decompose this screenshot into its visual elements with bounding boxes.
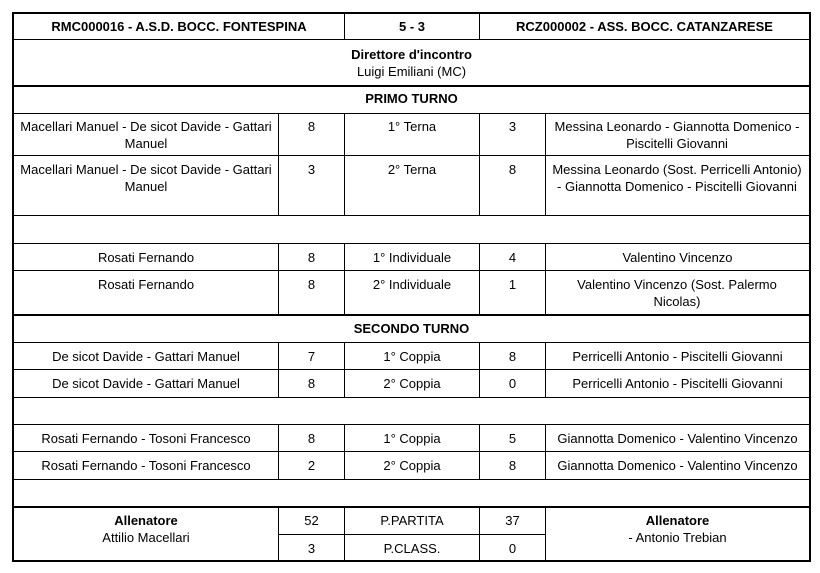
match-score: 5 - 3 — [398, 19, 425, 34]
row-away-players: Messina Leonardo (Sost. Perricelli Antonio) - Giannotta Domenico - Piscitelli Giovanni — [552, 162, 802, 194]
row-away-players: Valentino Vincenzo (Sost. Palermo Nicolas) — [577, 277, 777, 309]
row-home-players: De sicot Davide - Gattari Manuel — [52, 349, 240, 364]
match-report-table — [12, 12, 811, 561]
row-game-type: 2° Coppia — [383, 376, 441, 391]
class-label: P.CLASS. — [383, 541, 441, 556]
row-game-type: 2° Individuale — [372, 277, 452, 292]
row-home-score: 8 — [307, 431, 316, 446]
row-game-type: 1° Individuale — [372, 250, 452, 265]
away-team-name: RCZ000002 - ASS. BOCC. CATANZARESE — [516, 19, 773, 34]
home-coach-name: Attilio Macellari — [102, 530, 190, 545]
home-class-points: 3 — [307, 541, 316, 556]
row-home-score: 2 — [307, 458, 316, 473]
director-name: Luigi Emiliani (MC) — [356, 64, 467, 79]
director-label: Direttore d'incontro — [351, 47, 472, 62]
home-partita-points: 52 — [304, 513, 319, 528]
row-away-score: 3 — [508, 119, 517, 134]
row-home-players: Macellari Manuel - De sicot Davide - Gattari Manuel — [20, 162, 272, 194]
home-coach-label: Allenatore — [114, 513, 178, 528]
row-game-type: 2° Coppia — [383, 458, 441, 473]
row-home-score: 8 — [307, 119, 316, 134]
row-away-score: 1 — [508, 277, 517, 292]
row-away-score: 4 — [508, 250, 517, 265]
row-away-players: Valentino Vincenzo — [622, 250, 733, 265]
away-coach-label: Allenatore — [645, 513, 710, 528]
away-coach-name: - Antonio Trebian — [628, 530, 727, 545]
row-away-players: Perricelli Antonio - Piscitelli Giovanni — [572, 376, 783, 391]
row-game-type: 1° Terna — [387, 119, 437, 134]
row-home-score: 7 — [307, 349, 316, 364]
primo-turno-title: PRIMO TURNO — [365, 91, 458, 106]
row-home-players: Rosati Fernando — [97, 277, 195, 292]
row-away-score: 8 — [508, 349, 517, 364]
row-away-players: Giannotta Domenico - Valentino Vincenzo — [557, 458, 798, 473]
row-home-players: Rosati Fernando - Tosoni Francesco — [41, 431, 251, 446]
row-away-players: Giannotta Domenico - Valentino Vincenzo — [557, 431, 798, 446]
away-class-points: 0 — [508, 541, 517, 556]
home-team-name: RMC000016 - A.S.D. BOCC. FONTESPINA — [51, 19, 307, 34]
secondo-turno-title: SECONDO TURNO — [353, 321, 470, 336]
row-home-players: De sicot Davide - Gattari Manuel — [52, 376, 240, 391]
row-away-players: Perricelli Antonio - Piscitelli Giovanni — [572, 349, 783, 364]
row-home-score: 8 — [307, 250, 316, 265]
row-home-players: Macellari Manuel - De sicot Davide - Gattari Manuel — [20, 119, 272, 151]
row-home-players: Rosati Fernando - Tosoni Francesco — [41, 458, 251, 473]
partita-label: P.PARTITA — [380, 513, 444, 528]
row-home-players: Rosati Fernando — [97, 250, 195, 265]
row-home-score: 8 — [307, 376, 316, 391]
row-home-score: 3 — [307, 162, 316, 177]
row-away-players: Messina Leonardo - Giannotta Domenico - Piscitelli Giovanni — [554, 119, 800, 151]
row-away-score: 5 — [508, 431, 517, 446]
row-home-score: 8 — [307, 277, 316, 292]
away-partita-points: 37 — [505, 513, 520, 528]
row-game-type: 1° Coppia — [383, 431, 441, 446]
row-away-score: 8 — [508, 162, 517, 177]
row-away-score: 8 — [508, 458, 517, 473]
row-game-type: 1° Coppia — [383, 349, 441, 364]
row-away-score: 0 — [508, 376, 517, 391]
row-game-type: 2° Terna — [387, 162, 437, 177]
